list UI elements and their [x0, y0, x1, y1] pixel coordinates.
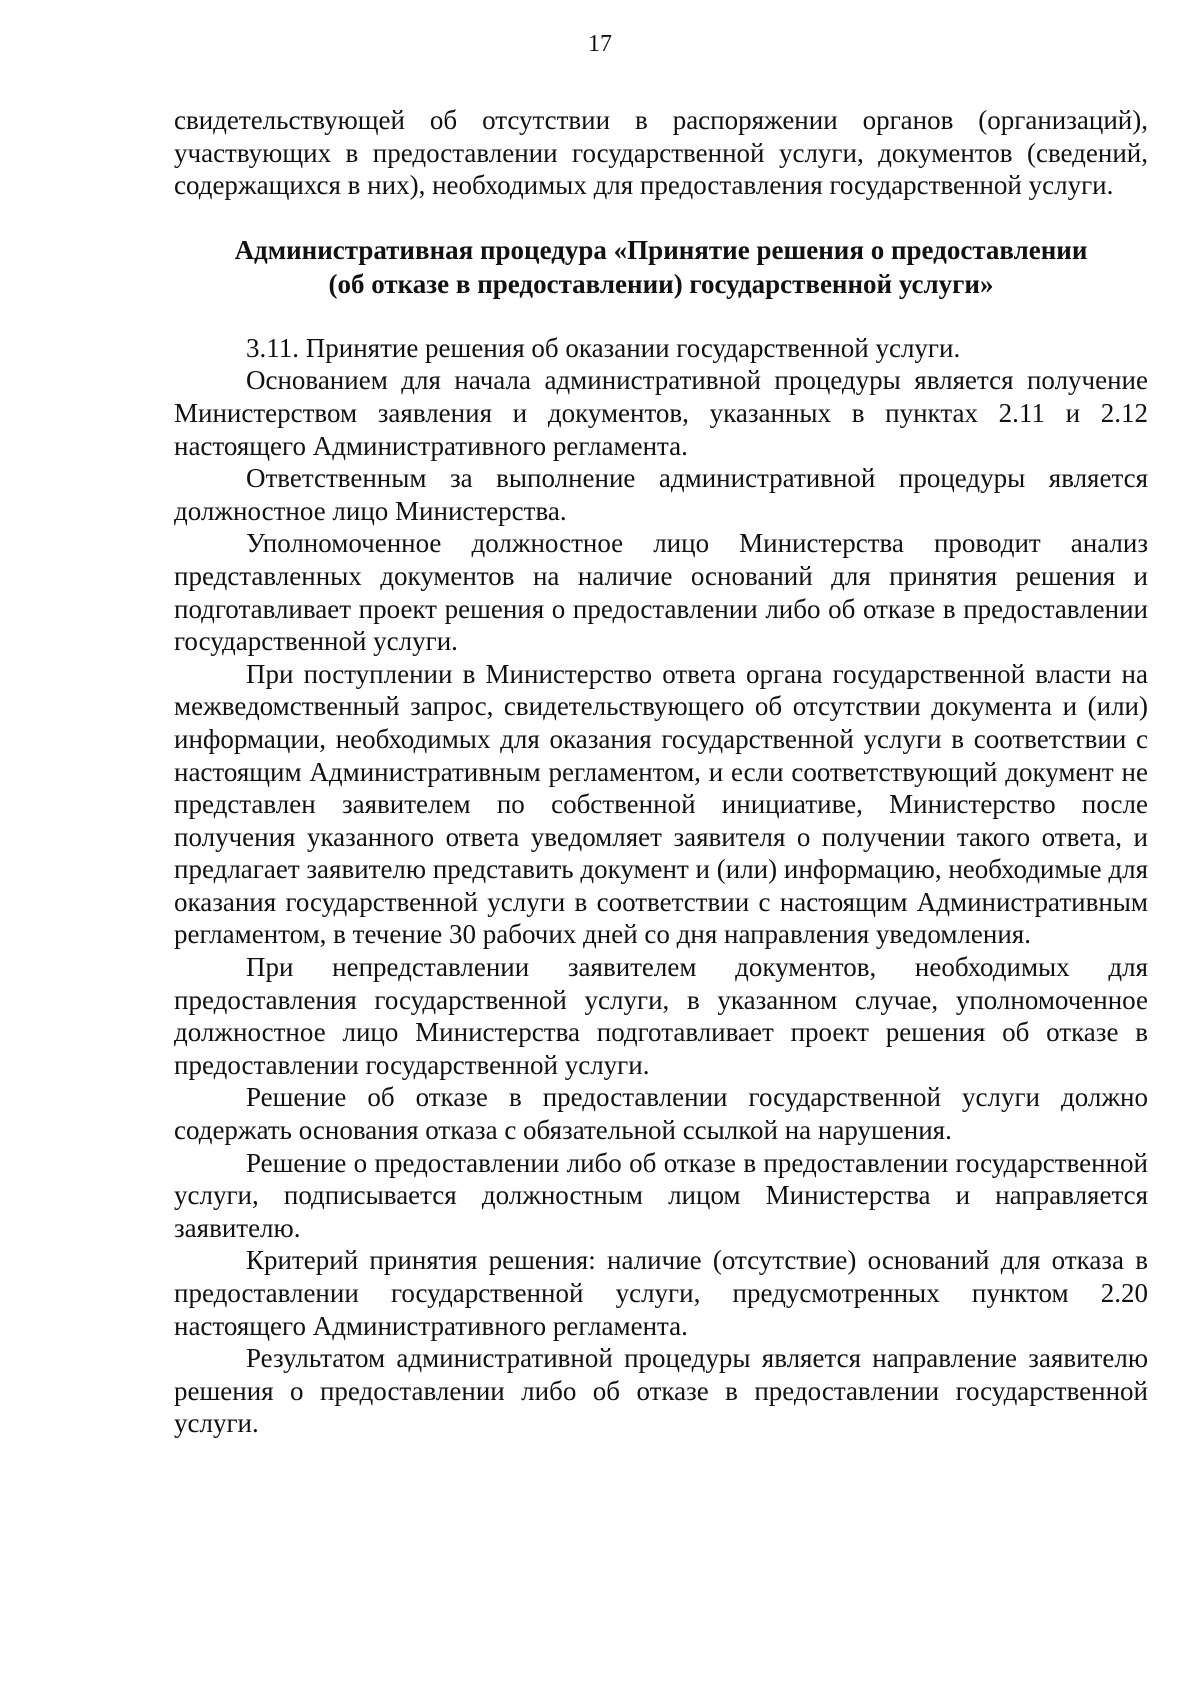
page-number: 17: [588, 31, 612, 57]
paragraph: Решение о предоставлении либо об отказе в предоставлении государственной услуги, подписывается должностным лицом Министерства и направляется заявителю.: [174, 1147, 1148, 1243]
paragraph: Критерий принятия решения: наличие (отсутствие) оснований для отказа в предоставлении государственной услуги, предусмотренных пунктом 2.20 настоящего Административного регламента.: [174, 1245, 1148, 1341]
paragraph: Уполномоченное должностное лицо Министерства проводит анализ представленных документов на наличие оснований для принятия решения и подготавливает проект решения о предоставлении либо об отказе в предоставлении государственной услуги.: [174, 528, 1148, 657]
paragraph: 3.11. Принятие решения об оказании государственной услуги.: [246, 332, 961, 363]
document-body: [174, 104, 1148, 1440]
paragraph: При непредставлении заявителем документов, необходимых для предоставления государственной услуги, в указанном случае, уполномоченное должностное лицо Министерства подготавливает проект решения об отказе в предоставлении государственной услуги.: [174, 952, 1148, 1080]
intro-paragraph: свидетельствующей об отсутствии в распоряжении органов (организаций), участвующих в предоставлении государственной услуги, документов (сведений, содержащихся в них), необходимых для предоставления государственной услуги.: [174, 105, 1148, 201]
paragraph: При поступлении в Министерство ответа органа государственной власти на межведомственный запрос, свидетельствующего об отсутствии документа и (или) информации, необходимых для оказания государственной услуги в соответствии с настоящим Административным регламентом, и если соответствующий документ не представлен заявителем по собственной инициативе, Министерство после получения указанного ответа уведомляет заявителя о получении такого ответа, и предлагает заявителю представить документ и (или) информацию, необходимые для оказания государственной услуги в соответствии с настоящим Административным регламентом, в течение 30 рабочих дней со дня направления уведомления.: [174, 658, 1148, 950]
section-heading-line-1: Административная процедура «Принятие решения о предоставлении: [234, 234, 1088, 265]
paragraph: Ответственным за выполнение административной процедуры является должностное лицо Министерства.: [174, 463, 1148, 526]
paragraph: Результатом административной процедуры является направление заявителю решения о предоставлении либо об отказе в предоставлении государственной услуги.: [174, 1343, 1148, 1439]
section-heading: [174, 233, 1148, 301]
paragraph: Основанием для начала административной процедуры является получение Министерством заявления и документов, указанных в пунктах 2.11 и 2.12 настоящего Административного регламента.: [174, 365, 1148, 461]
section-heading-line-2: (об отказе в предоставлении) государственной услуги»: [328, 268, 994, 299]
paragraph: Решение об отказе в предоставлении государственной услуги должно содержать основания отказа с обязательной ссылкой на нарушения.: [174, 1082, 1148, 1146]
